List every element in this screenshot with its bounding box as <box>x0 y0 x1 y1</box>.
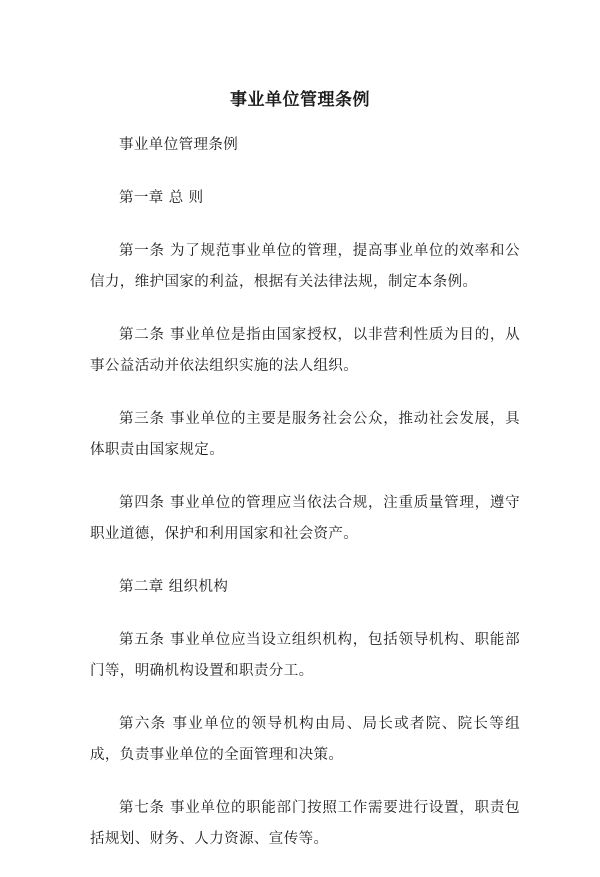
chapter-heading-1: 第一章 总 则 <box>119 190 204 206</box>
article-4: 第四条 事业单位的管理应当依法合规，注重质量管理，遵守职业道德，保护和利用国家和社会资产。 <box>90 495 520 542</box>
article-2: 第二条 事业单位是指由国家授权，以非营利性质为目的，从事公益活动并依法组织实施的法人组织。 <box>90 327 520 374</box>
article-7: 第七条 事业单位的职能部门按照工作需要进行设置，职责包括规划、财务、人力资源、宣传等。 <box>90 800 520 847</box>
subtitle-paragraph: 事业单位管理条例 <box>119 137 239 153</box>
document-body <box>90 130 520 877</box>
article-6: 第六条 事业单位的领导机构由局、局长或者院、院长等组成，负责事业单位的全面管理和决策。 <box>90 716 520 763</box>
article-3: 第三条 事业单位的主要是服务社会公众，推动社会发展，具体职责由国家规定。 <box>90 411 520 458</box>
document-title: 事业单位管理条例 <box>230 90 370 110</box>
article-1: 第一条 为了规范事业单位的管理，提高事业单位的效率和公信力，维护国家的利益，根据有关法律法规，制定本条例。 <box>90 243 520 290</box>
article-5: 第五条 事业单位应当设立组织机构，包括领导机构、职能部门等，明确机构设置和职责分工。 <box>90 632 520 679</box>
chapter-heading-2: 第二章 组织机构 <box>119 579 229 595</box>
